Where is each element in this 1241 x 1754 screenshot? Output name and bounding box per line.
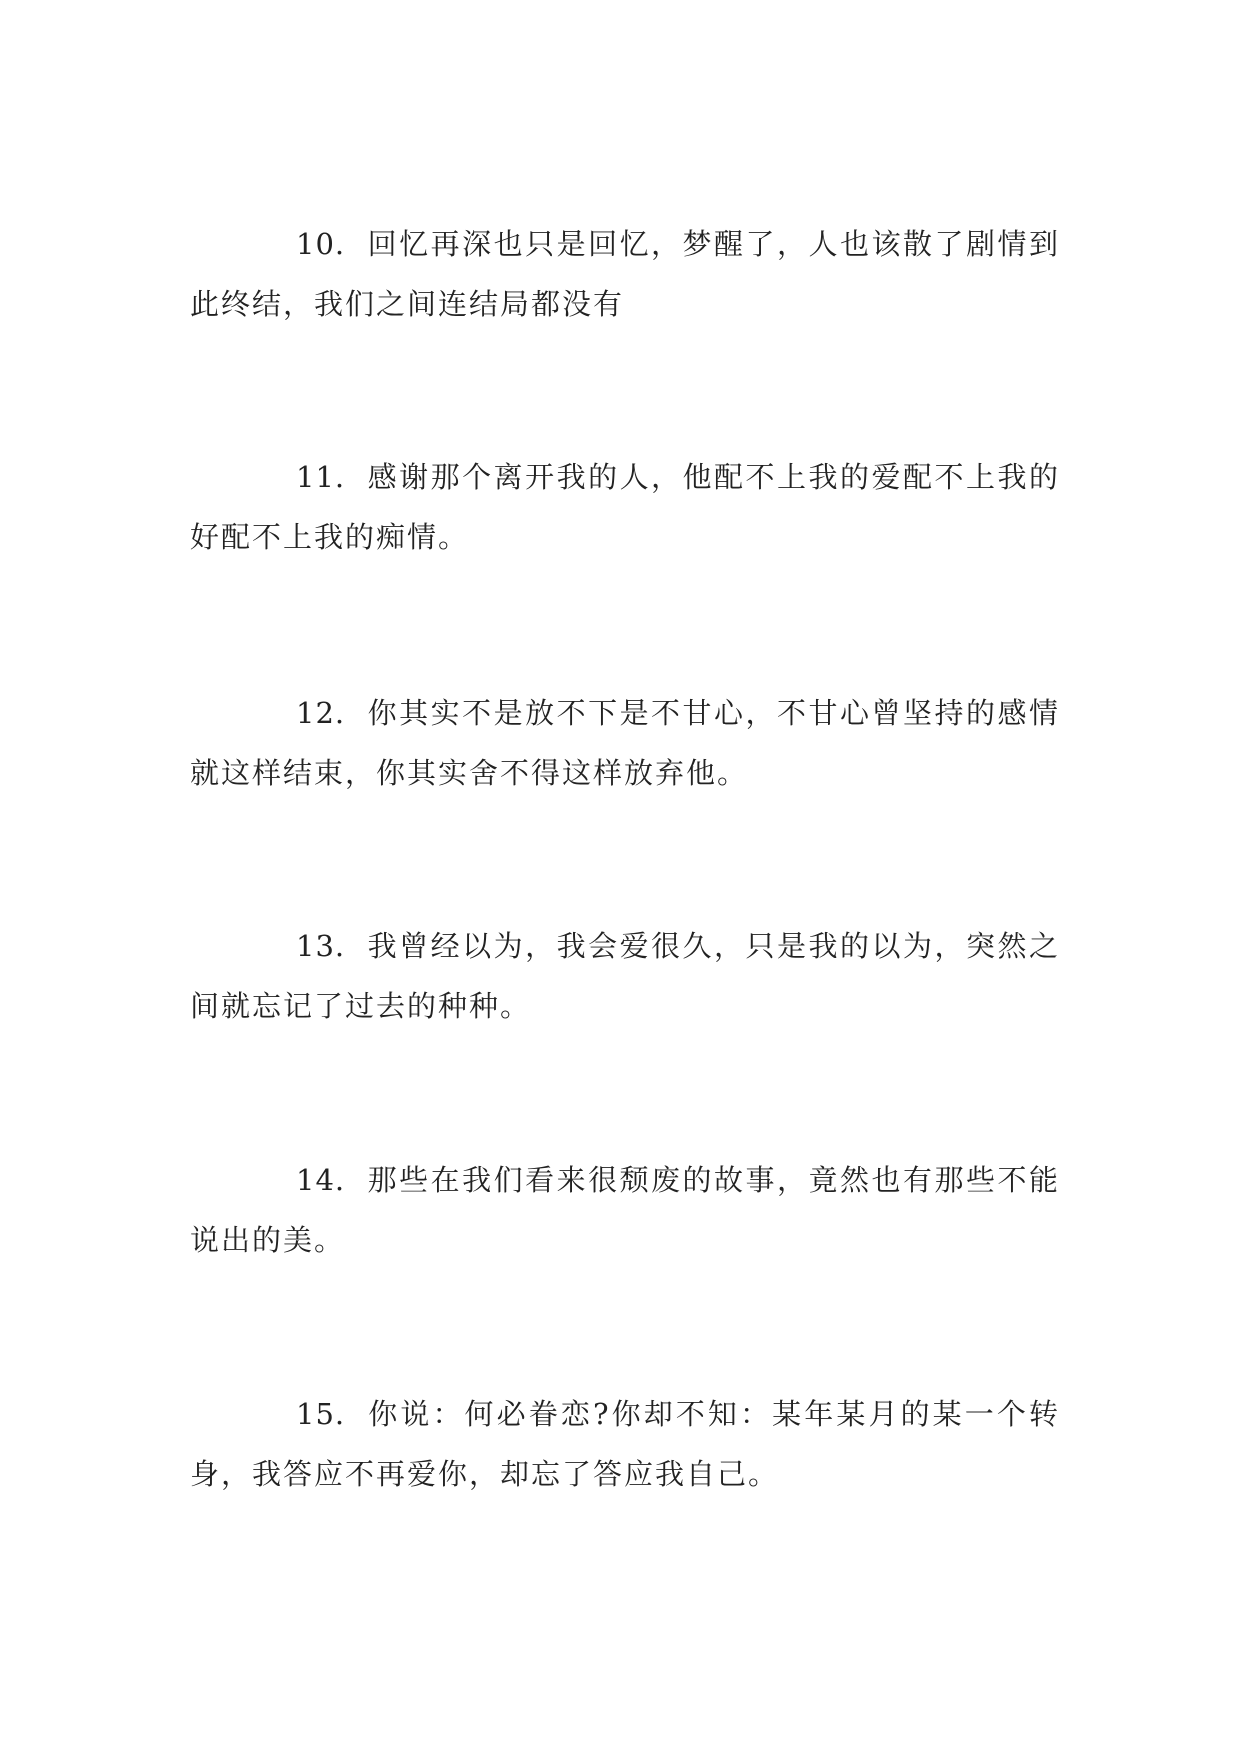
list-item (190, 1150, 1060, 1270)
item-text: 你说：何必眷恋?你却不知：某年某月的某一个转身，我答应不再爱你，却忘了答应我自己。 (190, 1397, 1060, 1491)
item-number: 11. (296, 460, 346, 494)
item-text: 我曾经以为，我会爱很久，只是我的以为，突然之间就忘记了过去的种种。 (190, 929, 1060, 1023)
list-item (190, 1384, 1060, 1504)
item-text: 你其实不是放不下是不甘心，不甘心曾坚持的感情就这样结束，你其实舍不得这样放弃他。 (190, 696, 1060, 790)
list-item (190, 916, 1060, 1036)
item-number: 12. (296, 696, 346, 730)
item-number: 15. (296, 1397, 346, 1431)
item-number: 14. (296, 1163, 346, 1197)
item-number: 10. (296, 227, 346, 261)
item-text: 那些在我们看来很颓废的故事，竟然也有那些不能说出的美。 (190, 1163, 1060, 1257)
list-item (190, 447, 1060, 567)
list-item (190, 214, 1060, 334)
item-number: 13. (296, 929, 346, 963)
item-text: 感谢那个离开我的人，他配不上我的爱配不上我的好配不上我的痴情。 (190, 460, 1060, 554)
item-text: 回忆再深也只是回忆，梦醒了，人也该散了剧情到此终结，我们之间连结局都没有 (190, 227, 1060, 321)
list-item (190, 683, 1060, 803)
